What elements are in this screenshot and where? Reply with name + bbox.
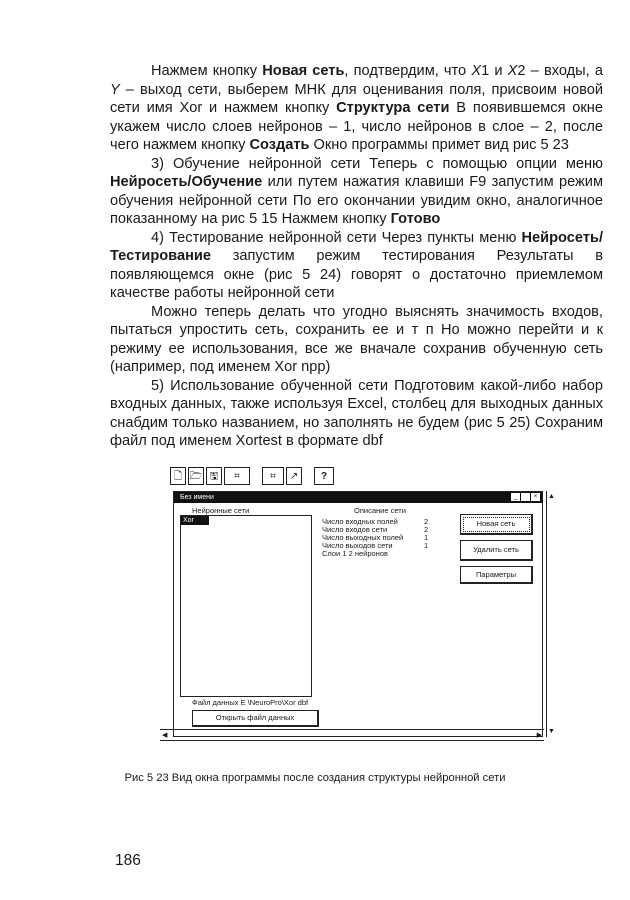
paragraph-2: 3) Обучение нейронной сети Теперь с помощью опции меню Нейросеть/Обучение или путем нажатия клавиши F9 запустим режим обучения нейронной сети По его окончании увидим окно, аналогичное показанному на рис 5 15 Нажмем кнопку Готово — [110, 155, 603, 227]
new-network-button[interactable]: Новая сеть — [460, 514, 533, 535]
body-text — [110, 62, 603, 451]
window-titlebar — [174, 492, 542, 503]
test-icon[interactable]: ↗ — [286, 467, 302, 485]
open-folder-icon[interactable]: 🗁 — [188, 467, 204, 485]
save-icon[interactable]: 🖫 — [206, 467, 222, 485]
parameters-button[interactable]: Параметры — [460, 566, 533, 584]
paragraph-3: 4) Тестирование нейронной сети Через пункты меню Нейросеть/Тестирование запустим режим тестирования Результаты в появляющемся окне (рис 5 24) говорят о достаточно приемлемом качестве работы нейронной сети — [110, 229, 603, 301]
paragraph-1: Нажмем кнопку Новая сеть, подтвердим, что X1 и X2 – входы, а Y – выход сети, выберем МНК для оценивания поля, присвоим новой сети имя Xor и нажмем кнопку Структура сети В появившемся окне укажем число слоев нейронов – 1, число нейронов в слое – 2, после чего нажмем кнопку Создать Окно программы примет вид рис 5 23 — [110, 63, 603, 153]
network-description — [322, 518, 428, 558]
scroll-left-icon[interactable]: ◀ — [162, 732, 168, 739]
info-row: Число входных полей 2 — [322, 517, 429, 526]
close-button[interactable]: × — [531, 493, 540, 501]
help-icon[interactable]: ? — [314, 467, 334, 485]
network-window — [173, 491, 543, 737]
list-item[interactable]: Xor — [181, 516, 209, 525]
toolbar — [170, 467, 334, 488]
network-icon[interactable]: ⌗ — [224, 467, 250, 485]
paragraph-4: Можно теперь делать что угодно выяснять значимость входов, пытаться упростить сеть, сохранить ее и т п Но можно перейти и к режиму ее использования, все же вначале сохранив обученную сеть (например, под именем Xor npp) — [110, 303, 603, 375]
data-file-label: Файл данных E \NeuroPro\Xor dbf — [192, 698, 309, 707]
description-label: Описание сети — [354, 506, 406, 515]
networks-label: Нейронные сети — [192, 506, 250, 515]
delete-network-button[interactable]: Удалить сеть — [460, 540, 533, 561]
new-file-icon[interactable]: 🗋 — [170, 467, 186, 485]
train-icon[interactable]: ⌗ — [262, 467, 284, 485]
info-row: Число входов сети 2 — [322, 525, 429, 534]
figure-caption: Рис 5 23 Вид окна программы после создания структуры нейронной сети — [124, 772, 506, 784]
vertical-scrollbar[interactable] — [546, 491, 556, 737]
layer-row: Слои 1 2 нейронов — [322, 549, 388, 558]
maximize-button[interactable] — [521, 493, 530, 501]
info-row: Число выходов сети 1 — [322, 541, 429, 550]
figure-screenshot — [160, 467, 560, 757]
networks-list[interactable] — [180, 515, 312, 697]
window-title: Без имени — [180, 494, 214, 501]
paragraph-5: 5) Использование обученной сети Подготовим какой-либо набор входных данных, также используя Excel, столбец для выходных данных снабдим только названием, но заполнять не будем (рис 5 25) Сохраним файл под именем Xortest в формате dbf — [110, 377, 603, 449]
page-number: 186 — [115, 852, 141, 869]
scroll-down-icon[interactable]: ▼ — [548, 728, 555, 735]
scroll-right-icon[interactable]: ▶ — [536, 732, 542, 739]
minimize-button[interactable]: _ — [511, 493, 520, 501]
scroll-up-icon[interactable]: ▲ — [548, 493, 555, 500]
open-data-file-button[interactable]: Открыть файл данных — [192, 710, 319, 727]
horizontal-scrollbar[interactable] — [160, 729, 544, 741]
info-row: Число выходных полей 1 — [322, 533, 429, 542]
